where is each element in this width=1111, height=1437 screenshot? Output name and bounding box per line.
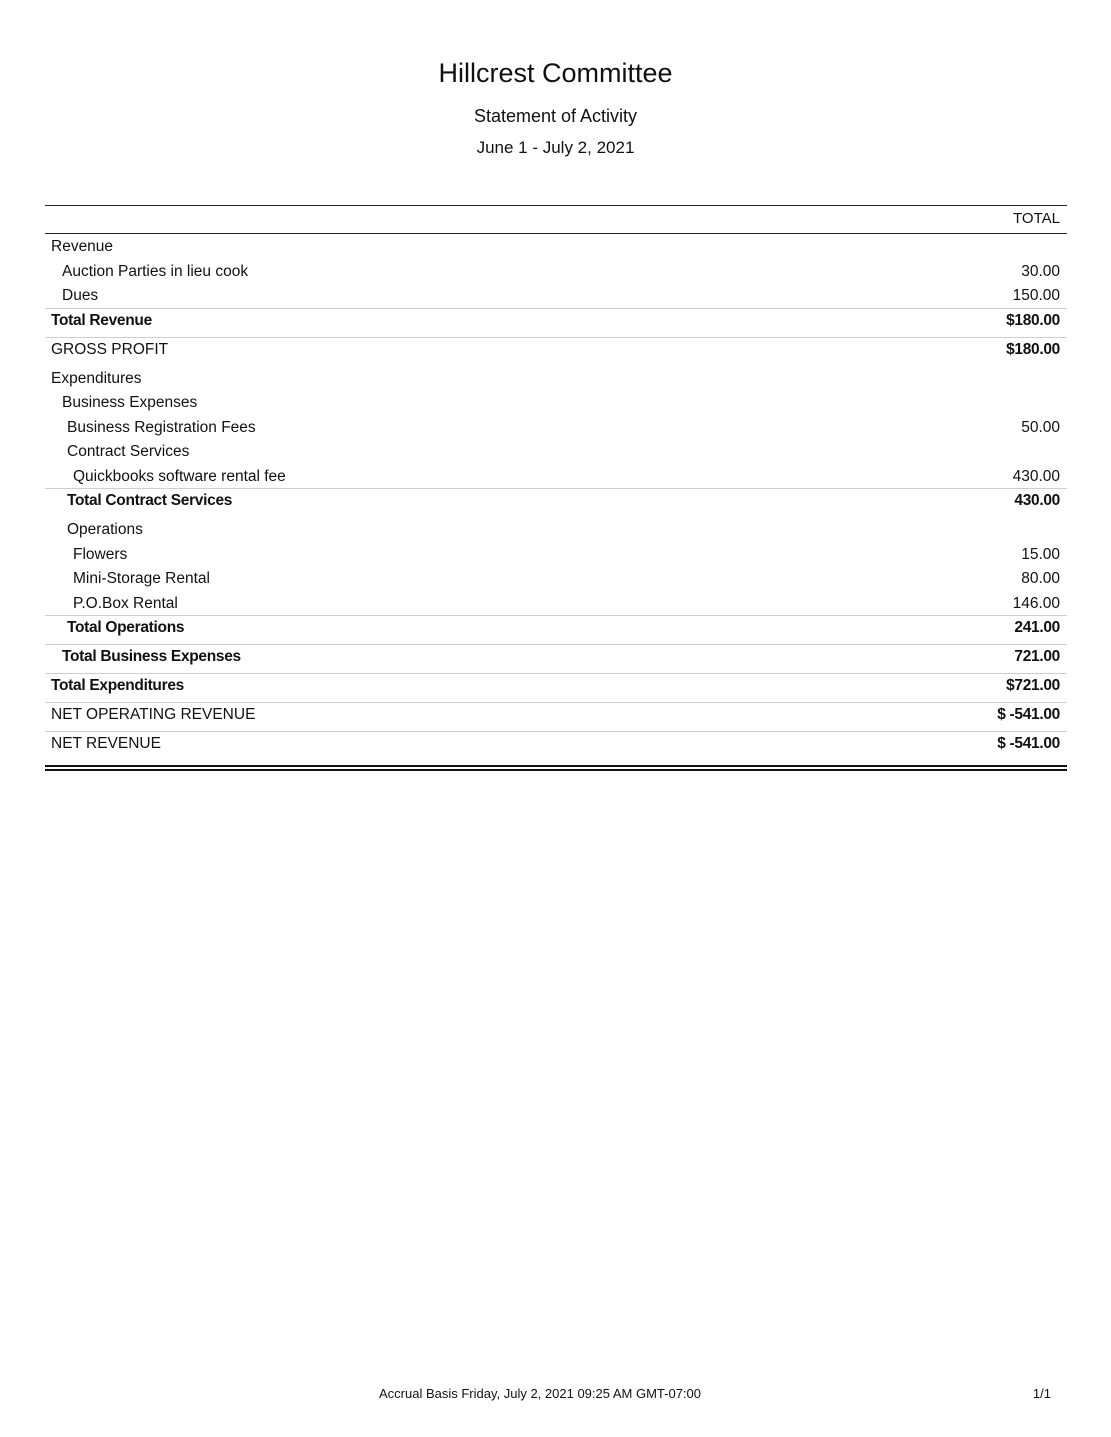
line-item-row bbox=[45, 517, 1067, 542]
total-row bbox=[45, 615, 1067, 644]
row-label: Flowers bbox=[73, 545, 128, 563]
row-label: GROSS PROFIT bbox=[51, 340, 169, 358]
double-underline bbox=[45, 765, 1067, 771]
row-amount: 30.00 bbox=[1021, 262, 1060, 280]
total-row bbox=[45, 488, 1067, 517]
row-label: Total Business Expenses bbox=[62, 648, 241, 665]
line-item-row bbox=[45, 439, 1067, 464]
line-item-row bbox=[45, 566, 1067, 591]
statement-rows bbox=[45, 234, 1067, 760]
row-label: NET REVENUE bbox=[51, 735, 161, 752]
line-item-row bbox=[45, 283, 1067, 308]
row-amount: $721.00 bbox=[1006, 677, 1060, 694]
row-amount: $ -541.00 bbox=[997, 735, 1060, 752]
company-name: Hillcrest Committee bbox=[438, 58, 673, 88]
row-label: Operations bbox=[67, 521, 143, 538]
row-amount: $180.00 bbox=[1006, 311, 1060, 329]
line-item-row bbox=[45, 731, 1067, 760]
row-label: Mini-Storage Rental bbox=[73, 570, 210, 587]
row-label: NET OPERATING REVENUE bbox=[51, 706, 256, 723]
row-label: Dues bbox=[62, 287, 99, 304]
report-header bbox=[0, 56, 1111, 159]
row-label: Expenditures bbox=[51, 369, 142, 387]
total-row bbox=[45, 308, 1067, 337]
line-item-row bbox=[45, 337, 1067, 366]
report-title: Statement of Activity bbox=[473, 106, 638, 126]
row-label: Quickbooks software rental fee bbox=[73, 467, 286, 485]
row-amount: 80.00 bbox=[1021, 570, 1060, 587]
row-amount: 241.00 bbox=[1014, 619, 1060, 636]
row-label: Auction Parties in lieu cook bbox=[62, 262, 249, 280]
row-amount: $180.00 bbox=[1006, 340, 1060, 358]
row-amount: 146.00 bbox=[1012, 594, 1060, 612]
line-item-row bbox=[45, 234, 1067, 259]
line-item-row bbox=[45, 542, 1067, 567]
row-label: Total Contract Services bbox=[67, 492, 233, 509]
column-header-total: TOTAL bbox=[1013, 210, 1060, 227]
row-label: Business Expenses bbox=[62, 394, 198, 411]
row-label: P.O.Box Rental bbox=[73, 594, 178, 612]
line-item-row bbox=[45, 415, 1067, 440]
total-row bbox=[45, 673, 1067, 702]
row-label: Total Expenditures bbox=[51, 677, 184, 694]
column-header-row bbox=[45, 206, 1067, 234]
line-item-row bbox=[45, 591, 1067, 616]
row-label: Revenue bbox=[51, 238, 114, 255]
row-label: Total Revenue bbox=[51, 311, 152, 329]
total-row bbox=[45, 644, 1067, 673]
row-amount: 430.00 bbox=[1012, 467, 1060, 485]
line-item-row bbox=[45, 702, 1067, 731]
row-amount: $ -541.00 bbox=[997, 706, 1060, 723]
line-item-row bbox=[45, 366, 1067, 391]
row-label: Total Operations bbox=[67, 619, 185, 636]
line-item-row bbox=[45, 259, 1067, 284]
row-amount: 15.00 bbox=[1021, 545, 1060, 563]
row-amount: 430.00 bbox=[1014, 492, 1060, 509]
footer-page-number: 1/1 bbox=[1032, 1386, 1051, 1401]
report-period: June 1 - July 2, 2021 bbox=[476, 138, 635, 157]
statement-table bbox=[45, 205, 1067, 771]
row-label: Contract Services bbox=[67, 443, 190, 460]
row-amount: 150.00 bbox=[1012, 287, 1060, 304]
row-amount: 721.00 bbox=[1014, 648, 1060, 665]
line-item-row bbox=[45, 390, 1067, 415]
row-label: Business Registration Fees bbox=[67, 418, 256, 436]
line-item-row bbox=[45, 464, 1067, 489]
footer-basis-timestamp: Accrual Basis Friday, July 2, 2021 09:25 AM GMT-07:00 bbox=[378, 1386, 702, 1401]
row-amount: 50.00 bbox=[1021, 418, 1060, 436]
